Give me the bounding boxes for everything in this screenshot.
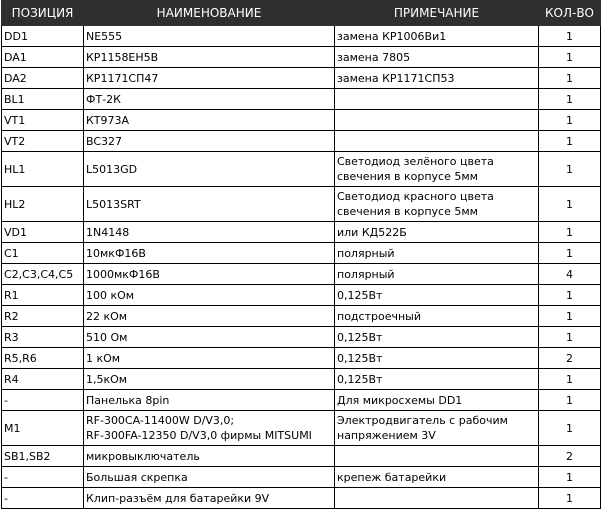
cell-note-line: замена КР1171СП53 — [337, 71, 455, 85]
cell-note — [335, 152, 539, 187]
cell-name — [84, 446, 335, 467]
cell-note — [335, 243, 539, 264]
cell-note — [335, 187, 539, 222]
cell-note — [335, 411, 539, 446]
cell-position: - — [2, 390, 84, 411]
cell-position: BL1 — [2, 89, 84, 110]
parts-list-table — [1, 0, 601, 509]
cell-name-line: КР1171СП47 — [86, 71, 159, 85]
table-row — [2, 446, 601, 467]
cell-qty: 1 — [539, 488, 601, 509]
table-row — [2, 152, 601, 187]
header-qty: КОЛ-ВО — [539, 1, 601, 26]
cell-name-line: RF-300FA-12350 D/V3,0 фирмы MITSUMI — [86, 429, 312, 442]
cell-note-line: свечения в корпусе 5мм — [337, 170, 478, 183]
cell-qty: 1 — [539, 187, 601, 222]
cell-note — [335, 467, 539, 488]
table-row — [2, 390, 601, 411]
cell-qty: 1 — [539, 222, 601, 243]
table-row — [2, 411, 601, 446]
cell-name — [84, 369, 335, 390]
table-row — [2, 110, 601, 131]
cell-name-line: 100 кОм — [86, 288, 135, 302]
cell-note-line: свечения в корпусе 5мм — [337, 205, 478, 218]
cell-name-line: BC327 — [86, 134, 123, 148]
cell-name-line: КТ973А — [86, 113, 130, 127]
cell-note — [335, 390, 539, 411]
cell-note-line: полярный — [337, 246, 395, 260]
cell-qty: 2 — [539, 348, 601, 369]
table-header-row — [2, 1, 601, 26]
cell-qty: 1 — [539, 390, 601, 411]
cell-note-line: 0,125Вт — [337, 330, 383, 344]
cell-position: DA1 — [2, 47, 84, 68]
cell-name — [84, 285, 335, 306]
cell-note — [335, 369, 539, 390]
cell-note — [335, 89, 539, 110]
cell-note-line: крепеж батарейки — [337, 470, 447, 484]
cell-name-line: 1N4148 — [86, 225, 130, 239]
cell-name-line: 1,5кОм — [86, 372, 128, 386]
cell-position: R4 — [2, 369, 84, 390]
cell-note — [335, 68, 539, 89]
cell-name — [84, 390, 335, 411]
cell-qty: 1 — [539, 306, 601, 327]
cell-name — [84, 187, 335, 222]
table-row — [2, 306, 601, 327]
cell-note — [335, 110, 539, 131]
cell-note — [335, 327, 539, 348]
cell-qty: 1 — [539, 68, 601, 89]
cell-position: C2,C3,C4,C5 — [2, 264, 84, 285]
cell-note-line: замена КР1006Ви1 — [337, 29, 447, 43]
cell-name — [84, 47, 335, 68]
cell-position: R5,R6 — [2, 348, 84, 369]
cell-qty: 4 — [539, 264, 601, 285]
cell-qty: 1 — [539, 152, 601, 187]
cell-name-line: 10мкФ16В — [86, 246, 146, 260]
cell-position: - — [2, 467, 84, 488]
cell-note-line: 0,125Вт — [337, 288, 383, 302]
cell-qty: 1 — [539, 411, 601, 446]
cell-note — [335, 26, 539, 47]
table-row — [2, 327, 601, 348]
cell-qty: 1 — [539, 110, 601, 131]
table-row — [2, 243, 601, 264]
cell-note-line: 0,125Вт — [337, 351, 383, 365]
header-position: ПОЗИЦИЯ — [2, 1, 84, 26]
table-body — [2, 26, 601, 509]
cell-name-line: Большая скрепка — [86, 470, 188, 484]
cell-position: HL1 — [2, 152, 84, 187]
header-name: НАИМЕНОВАНИЕ — [84, 1, 335, 26]
cell-name — [84, 264, 335, 285]
cell-qty: 1 — [539, 327, 601, 348]
cell-name-line: L5013SRT — [86, 197, 141, 211]
cell-position: R1 — [2, 285, 84, 306]
cell-note-line: напряжением 3V — [337, 429, 436, 442]
cell-name — [84, 327, 335, 348]
cell-name — [84, 243, 335, 264]
cell-qty: 1 — [539, 285, 601, 306]
cell-name — [84, 306, 335, 327]
table-row — [2, 264, 601, 285]
cell-name — [84, 152, 335, 187]
cell-qty: 1 — [539, 243, 601, 264]
cell-name-line: Панелька 8pin — [86, 393, 170, 407]
cell-note — [335, 306, 539, 327]
cell-note-line: полярный — [337, 267, 395, 281]
cell-position: VT1 — [2, 110, 84, 131]
cell-name — [84, 89, 335, 110]
cell-note-line: Электродвигатель с рабочим — [337, 414, 508, 427]
table-row — [2, 26, 601, 47]
header-note: ПРИМЕЧАНИЕ — [335, 1, 539, 26]
cell-name-line: L5013GD — [86, 162, 138, 176]
cell-position: R3 — [2, 327, 84, 348]
cell-note-line: Светодиод зелёного цвета — [337, 155, 494, 168]
cell-position: VD1 — [2, 222, 84, 243]
table-row — [2, 187, 601, 222]
cell-name-line: RF-300CA-11400W D/V3,0; — [86, 414, 235, 427]
cell-note — [335, 264, 539, 285]
cell-note — [335, 222, 539, 243]
cell-name — [84, 411, 335, 446]
cell-name — [84, 488, 335, 509]
table-row — [2, 285, 601, 306]
cell-name-line: 1000мкФ16В — [86, 267, 160, 281]
cell-note-line: Для микросхемы DD1 — [337, 393, 463, 407]
cell-note — [335, 131, 539, 152]
cell-position: VT2 — [2, 131, 84, 152]
table-row — [2, 68, 601, 89]
cell-name — [84, 131, 335, 152]
cell-position: SB1,SB2 — [2, 446, 84, 467]
cell-name-line: 510 Ом — [86, 330, 128, 344]
table-row — [2, 47, 601, 68]
cell-name-line: NE555 — [86, 29, 123, 43]
cell-qty: 1 — [539, 47, 601, 68]
cell-name — [84, 467, 335, 488]
cell-position: - — [2, 488, 84, 509]
cell-name-line: Клип-разъём для батарейки 9V — [86, 491, 270, 505]
cell-note-line: подстроечный — [337, 309, 421, 323]
cell-note — [335, 488, 539, 509]
cell-note-line: Светодиод красного цвета — [337, 190, 494, 203]
cell-position: DA2 — [2, 68, 84, 89]
cell-name-line: микровыключатель — [86, 449, 200, 463]
cell-name-line: 22 кОм — [86, 309, 128, 323]
cell-name — [84, 110, 335, 131]
cell-note — [335, 47, 539, 68]
cell-name-line: КР1158ЕН5В — [86, 50, 159, 64]
cell-note-line: 0,125Вт — [337, 372, 383, 386]
cell-name-line: ФТ-2К — [86, 92, 121, 106]
cell-position: C1 — [2, 243, 84, 264]
cell-qty: 1 — [539, 369, 601, 390]
table-row — [2, 369, 601, 390]
cell-name-line: 1 кОм — [86, 351, 121, 365]
cell-qty: 1 — [539, 26, 601, 47]
cell-note — [335, 285, 539, 306]
cell-position: HL2 — [2, 187, 84, 222]
cell-note — [335, 446, 539, 467]
cell-name — [84, 26, 335, 47]
cell-note-line: замена 7805 — [337, 50, 411, 64]
table-row — [2, 89, 601, 110]
cell-note-line: или КД522Б — [337, 225, 407, 239]
cell-position: M1 — [2, 411, 84, 446]
cell-position: R2 — [2, 306, 84, 327]
cell-qty: 1 — [539, 89, 601, 110]
cell-name — [84, 348, 335, 369]
cell-qty: 1 — [539, 131, 601, 152]
cell-qty: 1 — [539, 467, 601, 488]
table-row — [2, 222, 601, 243]
cell-name — [84, 222, 335, 243]
table-row — [2, 131, 601, 152]
table-row — [2, 467, 601, 488]
table-row — [2, 348, 601, 369]
cell-name — [84, 68, 335, 89]
cell-note — [335, 348, 539, 369]
cell-qty: 2 — [539, 446, 601, 467]
cell-position: DD1 — [2, 26, 84, 47]
table-row — [2, 488, 601, 509]
